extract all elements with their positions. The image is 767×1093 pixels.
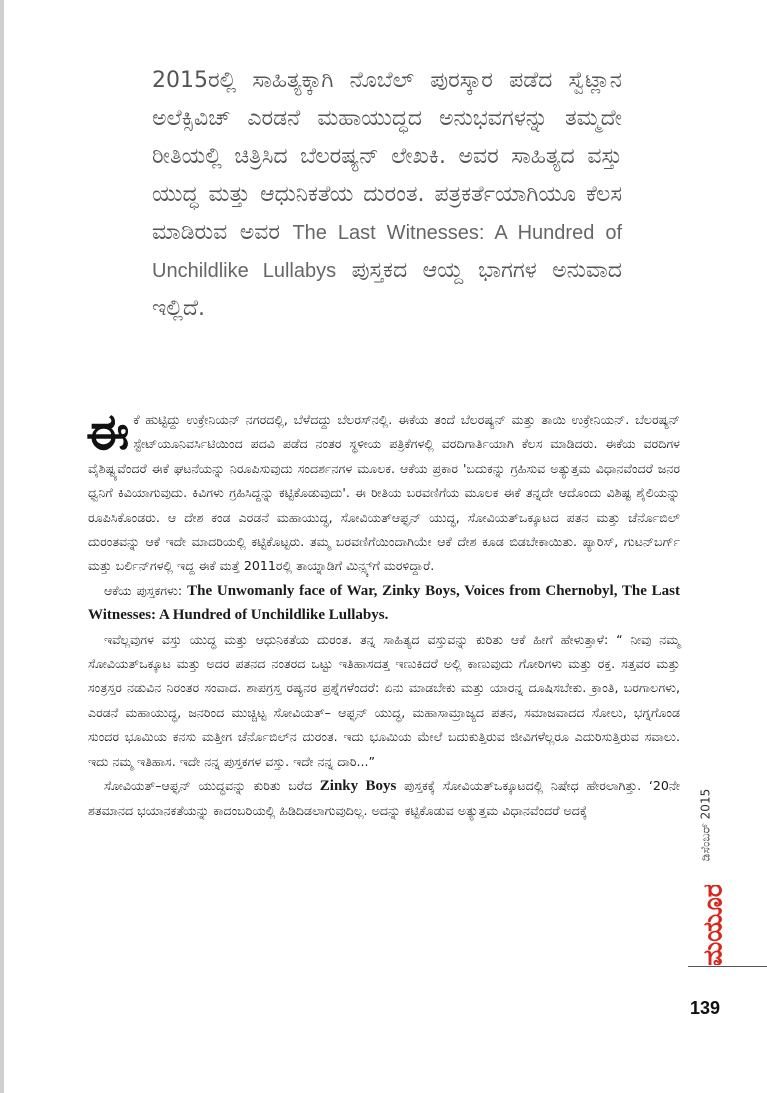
intro-paragraph	[152, 62, 622, 328]
zinky-text-b: ಪುಸ್ತಕಕ್ಕೆ ಸೋವಿಯತ್‌ಒಕ್ಕೂಟದಲ್ಲಿ ನಿಷೇಧ ಹೇರಲಾಗಿತ್ತು. ‘20ನೇ ಶತಮಾನದ ಭಯಾನಕತೆಯನ್ನು ಕಾದಂಬರಿಯಲ್ಲಿ ಹಿಡಿದಿಡಲಾಗುವುದಿಲ್ಲ. ಅದನ್ನು ಕಟ್ಟಿಕೊಡುವ ಅತ್ಯುತ್ತಮ ವಿಧಾನವೆಂದರೆ ಅದಕ್ಕೆ	[88, 778, 680, 818]
intro-text-kannada: 2015ರಲ್ಲಿ ಸಾಹಿತ್ಯಕ್ಕಾಗಿ ನೊಬೆಲ್ ಪುರಸ್ಕಾರ ಪಡೆದ ಸ್ವೆಟ್ಲಾನ ಅಲೆಕ್ಸಿವಿಚ್ ಎರಡನೆ ಮಹಾಯುದ್ಧದ ಅನುಭವಗಳನ್ನು ತಮ್ಮದೇ ರೀತಿಯಲ್ಲಿ ಚಿತ್ರಿಸಿದ ಬೆಲರಷ್ಯನ್ ಲೇಖಕಿ. ಅವರ ಸಾಹಿತ್ಯದ ವಸ್ತು ಯುದ್ಧ ಮತ್ತು ಆಧುನಿಕತೆಯ ದುರಂತ. ಪತ್ರಕರ್ತೆಯಾಗಿಯೂ ಕೆಲಸ ಮಾಡಿರುವ ಅವರ	[152, 68, 622, 245]
paragraph-zinky-boys	[88, 774, 680, 823]
left-margin-rule	[0, 0, 4, 1093]
footer-rule	[688, 966, 767, 967]
zinky-text-a: ಸೋವಿಯತ್–ಆಫ್ಘನ್ ಯುದ್ಧವನ್ನು ಕುರಿತು ಬರೆದ	[104, 778, 313, 794]
logo-wordmark: ಮಯೂರ	[698, 885, 729, 965]
drop-cap: ಈ	[86, 403, 130, 461]
article-body	[86, 403, 680, 823]
issue-date	[696, 770, 716, 880]
paragraph-biography-text: ಕೆ ಹುಟ್ಟಿದ್ದು ಉಕ್ರೇನಿಯನ್ ನಗರದಲ್ಲಿ, ಬೆಳೆದದ್ದು ಬೆಲರಸ್‌ನಲ್ಲಿ. ಈಕೆಯ ತಂದೆ ಬೆಲರಷ್ಯನ್ ಮತ್ತು ತಾಯಿ ಉಕ್ರೇನಿಯನ್. ಬೆಲರಷ್ಯನ್ ಸ್ಟೇಟ್‌ಯೂನಿವರ್ಸಿಟಿಯಿಂದ ಪದವಿ ಪಡೆದ ನಂತರ ಸ್ಥಳೀಯ ಪತ್ರಿಕೆಗಳಲ್ಲಿ ವರದಿಗಾರ್ತಿಯಾಗಿ ಕೆಲಸ ಮಾಡಿದರು. ಈಕೆಯ ವರದಿಗಳ ವೈಶಿಷ್ಟ್ಯವೆಂದರೆ ಈಕೆ ಘಟನೆಯನ್ನು ನಿರೂಪಿಸುವುದು ಸಂದರ್ಶನಗಳ ಮೂಲಕ. ಆಕೆಯ ಪ್ರಕಾರ 'ಬದುಕನ್ನು ಗ್ರಹಿಸುವ ಅತ್ಯುತ್ತಮ ವಿಧಾನವೆಂದರೆ ಜನರ ಧ್ವನಿಗೆ ಕಿವಿಯಾಗುವುದು. ಕಿವಿಗಳು ಗ್ರಹಿಸಿದ್ದನ್ನು ಕಟ್ಟಿಕೊಡುವುದು'. ಈ ರೀತಿಯ ಬರವಣಿಗೆಯ ಮೂಲಕ ಈಕೆ ತನ್ನದೇ ಆದೊಂದು ವಿಶಿಷ್ಟ ಶೈಲಿಯನ್ನು ರೂಪಿಸಿಕೊಂಡರು. ಆ ದೇಶ ಕಂಡ ಎರಡನೆ ಮಹಾಯುದ್ಧ, ಸೋವಿಯತ್‌ಆಫ್ಘನ್ ಯುದ್ಧ, ಸೋವಿಯತ್‌ಒಕ್ಕೂಟದ ಪತನ ಮತ್ತು ಚೆರ್ನೊಬಿಲ್ ದುರಂತವನ್ನು ಆಕೆ ಇದೇ ಮಾದರಿಯಲ್ಲಿ ಕಟ್ಟಿಕೊಟ್ಟರು. ತಮ್ಮ ಬರವಣಿಗೆಯಿಂದಾಗಿಯೇ ಆಕೆ ದೇಶ ಕೂಡ ಬಿಡಬೇಕಾಯಿತು. ಪ್ಯಾರಿಸ್, ಗುಟನ್‌ಬರ್ಗ್ ಮತ್ತು ಬರ್ಲಿನ್‌ಗಳಲ್ಲಿ ಇದ್ದ ಈಕೆ ಮತ್ತೆ 2011ರಲ್ಲಿ ತಾಯ್ನಾಡಿಗೆ ಮಿನ್ಸ್ಕ್‌ಗೆ ಮರಳಿದ್ದಾರೆ.	[88, 412, 680, 574]
mayura-logo-icon	[694, 885, 734, 965]
paragraph-books	[88, 579, 680, 628]
books-list: The Unwomanly face of War, Zinky Boys, Voices from Chernobyl, The Last Witnesses: A Hundred of Unchildlike Lullabys.	[88, 582, 680, 624]
books-label: ಆಕೆಯ ಪುಸ್ತಕಗಳು:	[104, 582, 183, 598]
paragraph-quote: ಇವೆಲ್ಲವುಗಳ ವಸ್ತು ಯುದ್ಧ ಮತ್ತು ಆಧುನಿಕತೆಯ ದುರಂತ. ತನ್ನ ಸಾಹಿತ್ಯದ ವಸ್ತುವನ್ನು ಕುರಿತು ಆಕೆ ಹೀಗೆ ಹೇಳುತ್ತಾಳೆ: “ ನೀವು ನಮ್ಮ ಸೋವಿಯತ್‌ಒಕ್ಕೂಟ ಮತ್ತು ಅದರ ಪತನದ ನಂತರದ ಒಟ್ಟು ಇತಿಹಾಸದತ್ತ ಇಣುಕಿದರೆ ಅಲ್ಲಿ ಕಾಣುವುದು ಗೋರಿಗಳು ಮತ್ತು ರಕ್ತ. ಸತ್ತವರ ಮತ್ತು ಸಂತ್ರಸ್ತರ ನಡುವಿನ ನಿರಂತರ ಸಂವಾದ. ಶಾಪಗ್ರಸ್ತ ರಷ್ಯನರ ಪ್ರಶ್ನೆಗಳೆಂದರೆ: ಏನು ಮಾಡಬೇಕು ಮತ್ತು ಯಾರನ್ನ ದೂಷಿಸಬೇಕು. ಕ್ರಾಂತಿ, ಬರಗಾಲಗಳು, ಎರಡನೆ ಮಹಾಯುದ್ಧ, ಜನರಿಂದ ಮುಚ್ಚಿಟ್ಟ ಸೋವಿಯತ್– ಆಫ್ಘನ್ ಯುದ್ಧ, ಮಹಾಸಾಮ್ರಾಜ್ಯದ ಪತನ, ಸಮಾಜವಾದದ ಸೋಲು, ಭಗ್ನಗೊಂಡ ಸುಂದರ ಭೂಮಿಯ ಕನಸು ಮತ್ತೀಗ ಚೆರ್ನೊಬಿಲ್‌ನ ದುರಂತ. ಇದು ಭೂಮಿಯ ಮೇಲೆ ಬದುಕುತ್ತಿರುವ ಜೀವಿಗಳೆಲ್ಲರೂ ಎದುರಿಸುತ್ತಿರುವ ಸವಾಲು. ಇದು ನಮ್ಮ ಇತಿಹಾಸ. ಇದೇ ನನ್ನ ಪುಸ್ತಕಗಳ ವಸ್ತು. ಇದೇ ನನ್ನ ದಾರಿ...”	[88, 631, 680, 769]
intro-text-kannada-end: ಪುಸ್ತಕದ ಆಯ್ದ ಭಾಗಗಳ ಅನುವಾದ ಇಲ್ಲಿದೆ.	[152, 258, 622, 321]
zinky-boys-title: Zinky Boys	[319, 778, 397, 795]
page-number: 139	[690, 998, 721, 1018]
paragraph-biography	[86, 403, 680, 579]
issue-date-text: ಡಿಸೆಂಬರ್ 2015	[698, 788, 713, 862]
magazine-logo	[694, 885, 738, 965]
intro-book-title: The Last Witnesses: A Hundred of Unchildlike Lullabys	[152, 222, 622, 282]
